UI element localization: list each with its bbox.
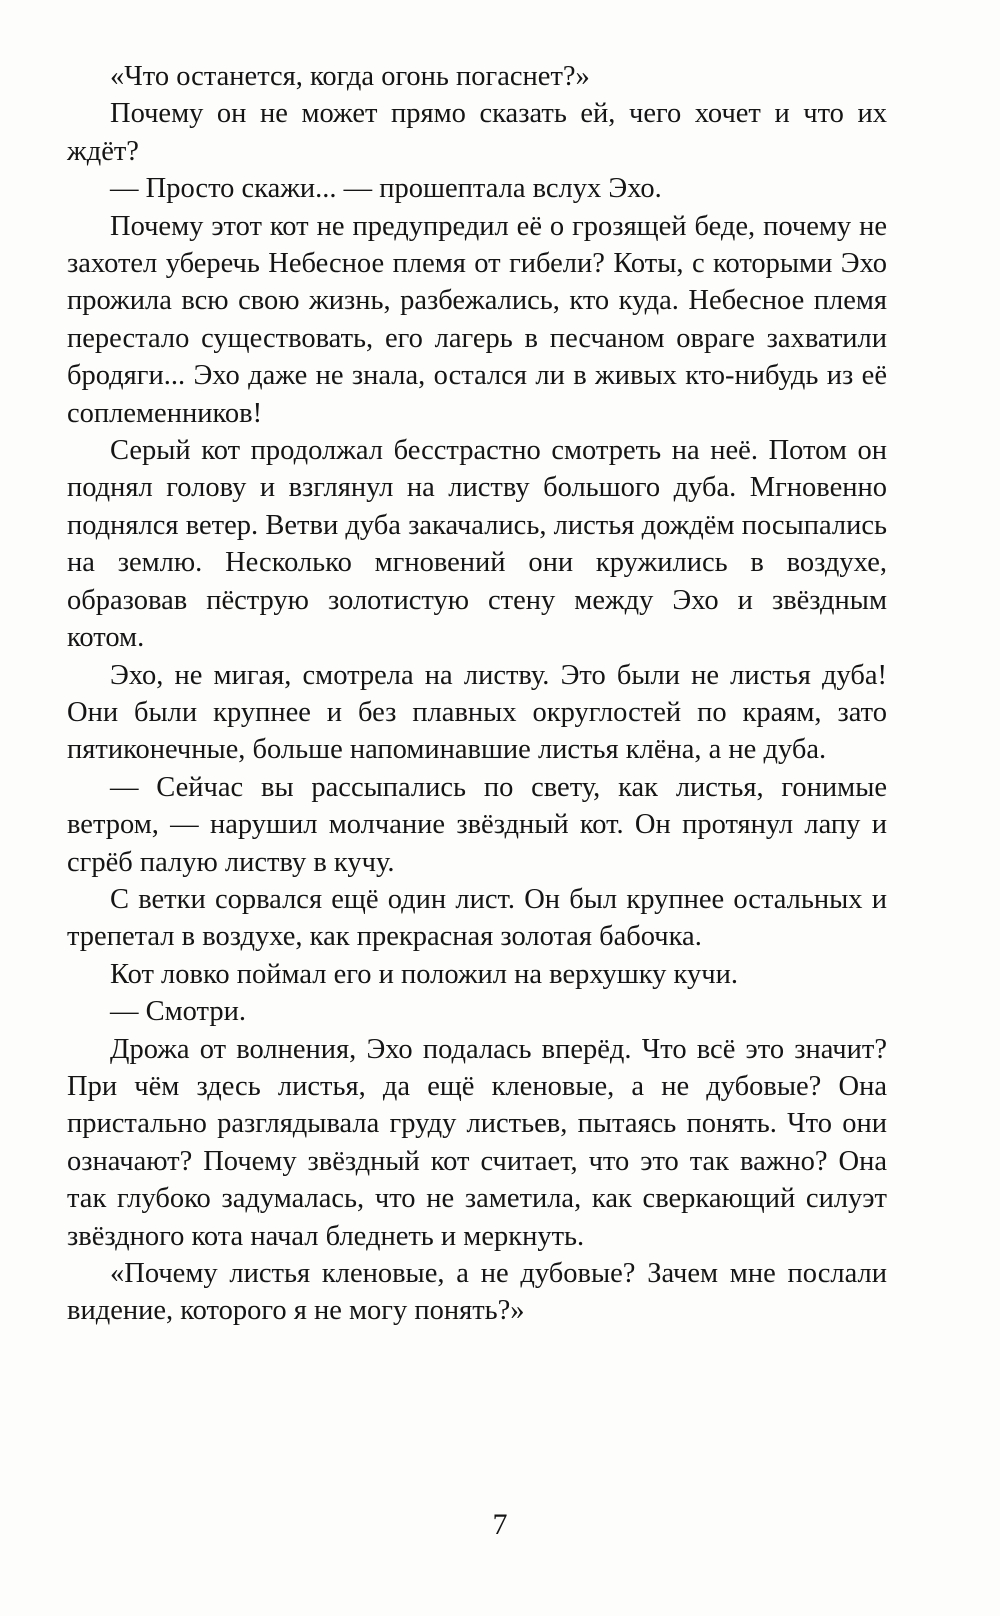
paragraph-6: Эхо, не мигая, смотрела на листву. Это были не листья дуба! Они были крупнее и без плавных округлостей по краям, зато пятиконечные, больше напоминавшие листья клёна, а не дуба.	[67, 659, 887, 766]
paragraph-1: «Что останется, когда огонь погаснет?»	[110, 61, 590, 92]
paragraph-4: Почему этот кот не предупредил её о грозящей беде, почему не захотел уберечь Небесное племя от гибели? Коты, с которыми Эхо прожила всю свою жизнь, разбежались, кто куда. Небесное племя перестало существовать, его лагерь в песчаном овраге захватили бродяги... Эхо даже не знала, остался ли в живых кто-нибудь из её соплеменников!	[67, 210, 887, 429]
paragraph-2: Почему он не может прямо сказать ей, чего хочет и что их ждёт?	[67, 98, 887, 167]
page-text-block	[67, 58, 887, 1330]
paragraph-11: Дрожа от волнения, Эхо подалась вперёд. Что всё это значит? При чём здесь листья, да ещё кленовые, а не дубовые? Она пристально разглядывала груду листьев, пытаясь понять. Что они означают? Почему звёздный кот считает, что это так важно? Она так глубоко задумалась, что не заметила, как сверкающий силуэт звёздного кота начал бледнеть и меркнуть.	[67, 1033, 887, 1252]
page-number: 7	[492, 1508, 508, 1541]
paragraph-9: Кот ловко поймал его и положил на верхушку кучи.	[110, 958, 738, 990]
paragraph-5: Серый кот продолжал бесстрастно смотреть на неё. Потом он поднял голову и взглянул на листву большого дуба. Мгновенно поднялся ветер. Ветви дуба закачались, листья дождём посыпались на землю. Несколько мгновений они кружились в воздухе, образовав пёструю золотистую стену между Эхо и звёздным котом.	[67, 435, 887, 654]
paragraph-7: — Сейчас вы рассыпались по свету, как листья, гонимые ветром, — нарушил молчание звёздный кот. Он протянул лапу и сгрёб палую листву в кучу.	[67, 771, 887, 878]
paragraph-8: С ветки сорвался ещё один лист. Он был крупнее остальных и трепетал в воздухе, как прекрасная золотая бабочка.	[67, 883, 887, 953]
paragraph-3: — Просто скажи... — прошептала вслух Эхо.	[110, 173, 662, 205]
paragraph-10: — Смотри.	[110, 996, 246, 1028]
paragraph-12: «Почему листья кленовые, а не дубовые? Зачем мне послали видение, которого я не могу понять?»	[67, 1258, 887, 1327]
